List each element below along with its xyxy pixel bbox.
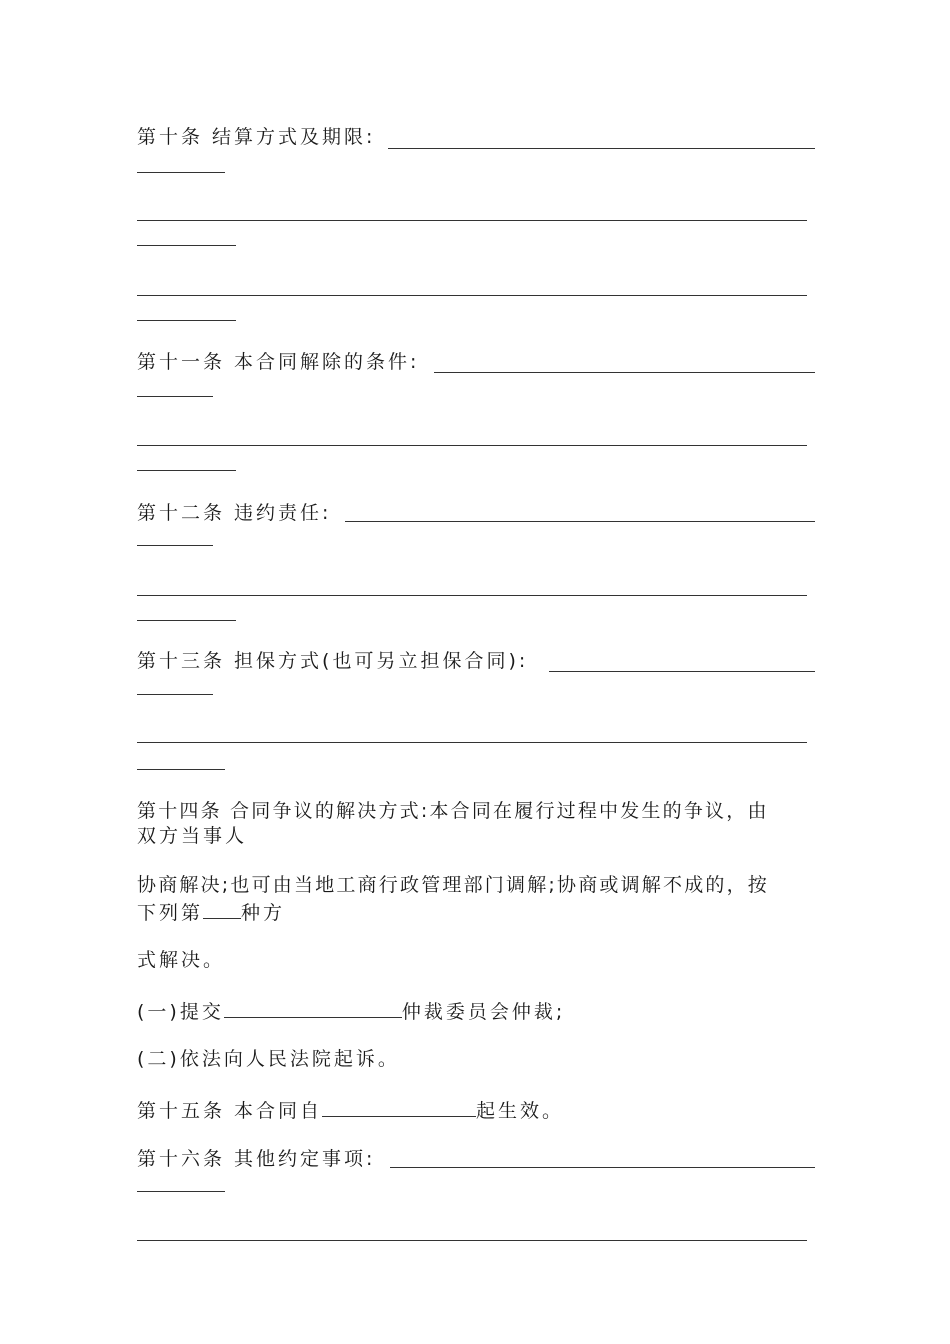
arbitration-committee-blank[interactable] xyxy=(224,997,402,1018)
article-10-blank-cont[interactable] xyxy=(137,172,225,173)
article-15-prefix: 第十五条 本合同自 xyxy=(137,1100,323,1122)
article-11-blank-cont[interactable] xyxy=(137,396,213,397)
article-15 xyxy=(137,1096,564,1124)
effective-date-blank[interactable] xyxy=(322,1096,476,1117)
article-14-line-5: 式解决。 xyxy=(137,949,226,971)
article-12-label: 第十二条 违约责任: xyxy=(137,502,332,524)
article-14-line-4 xyxy=(137,898,285,926)
article-16-blank-line-2[interactable] xyxy=(137,1240,807,1241)
article-13-label: 第十三条 担保方式(也可另立担保合同): xyxy=(137,650,529,672)
article-14-line-1: 第十四条 合同争议的解决方式:本合同在履行过程中发生的争议，由 xyxy=(137,800,769,822)
article-13-blank-line-2[interactable] xyxy=(137,742,807,743)
article-11-label: 第十一条 本合同解除的条件: xyxy=(137,351,420,373)
option-1-suffix: 仲裁委员会仲裁; xyxy=(401,1001,566,1023)
article-14-line-3: 协商解决;也可由当地工商行政管理部门调解;协商或调解不成的，按 xyxy=(137,874,770,896)
article-15-suffix: 起生效。 xyxy=(476,1100,565,1122)
article-11-blank-line-2-cont[interactable] xyxy=(137,470,236,471)
article-13-blank-cont[interactable] xyxy=(137,694,213,695)
article-10-label: 第十条 结算方式及期限: xyxy=(137,126,376,148)
article-14-line-4a: 下列第 xyxy=(137,902,204,924)
article-13-blank[interactable] xyxy=(549,671,815,672)
article-16-blank-cont[interactable] xyxy=(137,1191,225,1192)
article-11-blank-line-2[interactable] xyxy=(137,445,807,446)
article-10-blank-line-2-cont[interactable] xyxy=(137,245,236,246)
article-12-blank-line-2-cont[interactable] xyxy=(137,620,236,621)
article-12-blank[interactable] xyxy=(345,521,815,522)
article-10-blank[interactable] xyxy=(388,148,815,149)
article-10-blank-line-3-cont[interactable] xyxy=(137,320,236,321)
article-16-blank[interactable] xyxy=(390,1167,815,1168)
article-14-line-2: 双方当事人 xyxy=(137,825,248,847)
article-14-line-4b: 种方 xyxy=(241,902,286,924)
option-2: (二)依法向人民法院起诉。 xyxy=(137,1048,400,1070)
article-16-label: 第十六条 其他约定事项: xyxy=(137,1148,376,1170)
method-number-blank[interactable] xyxy=(203,898,241,919)
article-13-blank-line-2-cont[interactable] xyxy=(137,769,225,770)
option-1 xyxy=(137,997,565,1025)
article-12-blank-cont[interactable] xyxy=(137,545,213,546)
article-12-blank-line-2[interactable] xyxy=(137,595,807,596)
option-1-prefix: (一)提交 xyxy=(137,1001,224,1023)
article-11-blank[interactable] xyxy=(434,372,815,373)
article-10-blank-line-3[interactable] xyxy=(137,295,807,296)
article-10-blank-line-2[interactable] xyxy=(137,220,807,221)
